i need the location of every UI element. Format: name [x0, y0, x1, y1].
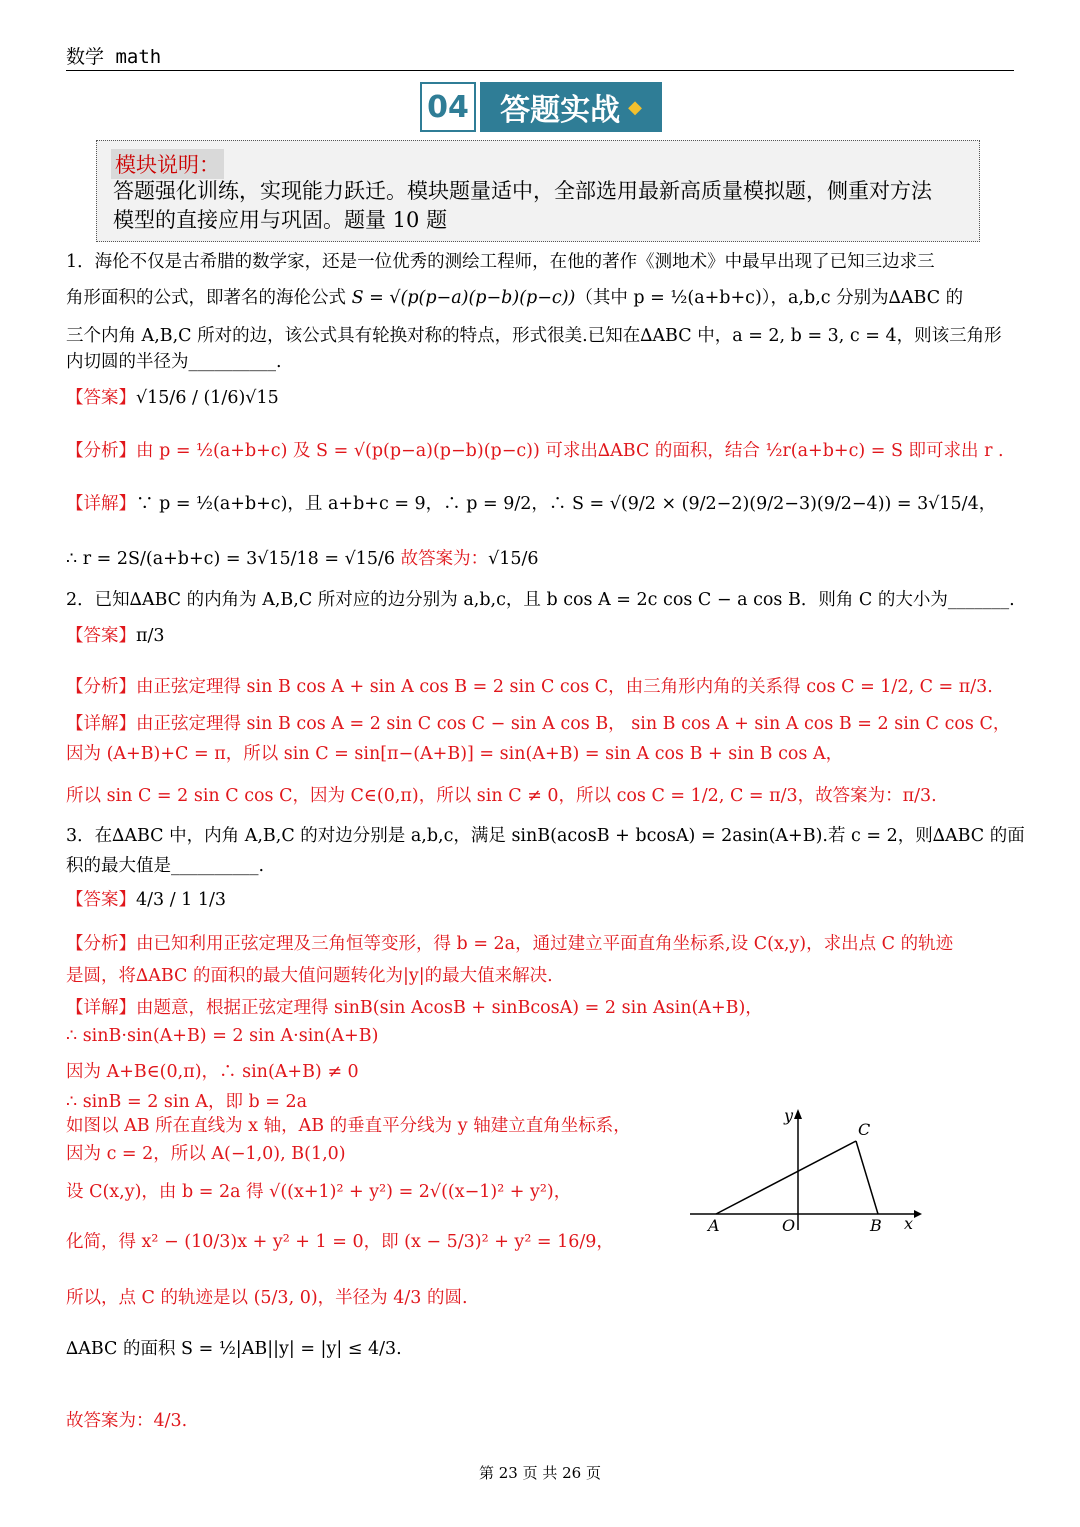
section-title: 答题实战 — [500, 93, 621, 128]
detail-tag: 【详解】 — [66, 494, 136, 514]
q2-analysis — [66, 673, 993, 698]
q1-answer — [66, 384, 279, 409]
y-axis-arrow — [794, 1109, 802, 1119]
q2-detail — [66, 710, 1010, 735]
x-axis-arrow — [914, 1210, 922, 1218]
detail-text: ∵ p = ½(a+b+c)，且 a+b+c = 9，∴ p = 9/2，∴ S = √(9/2 × (9/2−2)(9/2−3)(9/2−4)) = 3√15/4， — [136, 494, 997, 514]
q3-detail: 设 C(x,y)，由 b = 2a 得 √((x+1)² + y²) = 2√((x−1)² + y²)， — [66, 1182, 572, 1202]
page-footer: 第 23 页 共 26 页 — [478, 1464, 601, 1482]
analysis-tag: 【分析】 — [66, 441, 136, 461]
module-text-line: 答题强化训练，实现能力跃迁。模块题量适中，全部选用最新高质量模拟题，侧重对方法 — [113, 179, 932, 203]
y-axis-label: y — [784, 1106, 794, 1125]
q2-detail: 因为 (A+B)+C = π，所以 sin C = sin[π−(A+B)] = sin(A+B) = sin A cos B + sin B cos A， — [66, 744, 844, 764]
q1-detail — [66, 490, 996, 515]
q1-text: 角形面积的公式，即著名的海伦公式 — [66, 288, 352, 308]
section-title-box — [480, 82, 662, 132]
q3-analysis: 是圆，将∆ABC 的面积的最大值问题转化为|y|的最大值来解决. — [66, 966, 553, 986]
q1-line: 1．海伦不仅是古希腊的数学家，还是一位优秀的测绘工程师，在他的著作《测地术》中最早出现了已知三边求三 — [66, 252, 935, 272]
q1-line: 内切圆的半径为__________. — [66, 352, 282, 372]
detail-text: 故答案为： — [395, 549, 489, 569]
answer-tag: 【答案】 — [66, 626, 136, 646]
q2-line: 2．已知∆ABC 的内角为 A,B,C 所对应的边分别为 a,b,c，且 b cos A = 2c cos C − a cos B．则角 C 的大小为_______. — [66, 590, 1015, 610]
answer-tag: 【答案】 — [66, 388, 136, 408]
module-label: 模块说明： — [111, 149, 224, 179]
q1-line — [66, 284, 963, 309]
answer-tag: 【答案】 — [66, 890, 136, 910]
diamond-icon: ◆ — [628, 96, 642, 118]
point-c-label: C — [858, 1120, 871, 1139]
answer-value: √15/6 / (1/6)√15 — [136, 388, 279, 408]
q1-analysis — [66, 437, 1004, 462]
module-text — [113, 177, 965, 235]
q3-detail: ∆ABC 的面积 S = ½|AB||y| = |y| ≤ 4/3. — [66, 1339, 402, 1359]
detail-tag: 【详解】 — [66, 998, 136, 1018]
q3-detail: 所以，点 C 的轨迹是以 (5/3, 0)，半径为 4/3 的圆. — [66, 1288, 468, 1308]
q2-detail: 所以 sin C = 2 sin C cos C，因为 C∈(0,π)，所以 sin C ≠ 0，所以 cos C = 1/2, C = π/3，故答案为：π/3. — [66, 786, 937, 806]
point-o-label: O — [782, 1216, 796, 1235]
detail-tag: 【详解】 — [66, 714, 136, 734]
section-badge — [420, 82, 662, 132]
q3-analysis — [66, 930, 953, 955]
q3-detail: ∴ sinB·sin(A+B) = 2 sin A·sin(A+B) — [66, 1026, 379, 1046]
q3-detail: 如图以 AB 所在直线为 x 轴，AB 的垂直平分线为 y 轴建立直角坐标系， — [66, 1116, 631, 1136]
detail-text: 由题意，根据正弦定理得 sinB(sin AcosB + sinBcosA) = 2 sin Asin(A+B)， — [136, 998, 763, 1018]
q1-text: （其中 p = ½(a+b+c)），a,b,c 分别为∆ABC 的 — [575, 288, 964, 308]
analysis-tag: 【分析】 — [66, 677, 136, 697]
section-number: 04 — [420, 82, 476, 132]
answer-value: π/3 — [136, 626, 165, 646]
answer-value: 4/3 / 1 1/3 — [136, 890, 227, 910]
analysis-tag: 【分析】 — [66, 934, 136, 954]
x-axis-label: x — [904, 1214, 914, 1233]
analysis-text: 由 p = ½(a+b+c) 及 S = √(p(p−a)(p−b)(p−c)) 可求出∆ABC 的面积，结合 ½r(a+b+c) = S 即可求出 r . — [136, 441, 1004, 461]
header-rule — [66, 70, 1014, 71]
q2-answer — [66, 622, 165, 647]
q3-detail: 因为 c = 2，所以 A(−1,0), B(1,0) — [66, 1144, 346, 1164]
detail-text: √15/6 — [488, 549, 539, 569]
q3-answer — [66, 886, 226, 911]
module-text-line: 模型的直接应用与巩固。题量 10 题 — [113, 208, 448, 232]
point-a-label: A — [708, 1216, 720, 1235]
heron-formula: S = √(p(p−a)(p−b)(p−c)) — [351, 288, 576, 308]
q3-detail: 故答案为：4/3. — [66, 1411, 188, 1431]
point-b-label: B — [870, 1216, 882, 1235]
q3-detail: 化简，得 x² − (10/3)x + y² + 1 = 0，即 (x − 5/3)² + y² = 16/9， — [66, 1232, 614, 1252]
q1-detail — [66, 545, 539, 570]
detail-text: 由正弦定理得 sin B cos A = 2 sin C cos C − sin A cos B， sin B cos A + sin A cos B = 2 sin C cos C， — [136, 714, 1011, 734]
module-description-box — [96, 140, 980, 242]
coordinate-figure — [688, 1105, 928, 1235]
q3-line: 积的最大值是__________. — [66, 856, 265, 876]
q1-line: 三个内角 A,B,C 所对的边，该公式具有轮换对称的特点，形式很美.已知在∆ABC 中，a = 2, b = 3, c = 4，则该三角形 — [66, 326, 1002, 346]
q3-detail: ∴ sinB = 2 sin A，即 b = 2a — [66, 1092, 308, 1112]
segment-bc — [856, 1141, 878, 1214]
q3-detail: 因为 A+B∈(0,π)，∴ sin(A+B) ≠ 0 — [66, 1062, 359, 1082]
q3-detail — [66, 994, 763, 1019]
q3-line: 3．在∆ABC 中，内角 A,B,C 的对边分别是 a,b,c，满足 sinB(acosB + bcosA) = 2asin(A+B).若 c = 2，则∆ABC 的面 — [66, 826, 1025, 846]
segment-ac — [716, 1141, 856, 1214]
analysis-text: 由正弦定理得 sin B cos A + sin A cos B = 2 sin C cos C，由三角形内角的关系得 cos C = 1/2, C = π/3. — [136, 677, 993, 697]
analysis-text: 由已知利用正弦定理及三角恒等变形，得 b = 2a，通过建立平面直角坐标系,设 C(x,y)，求出点 C 的轨迹 — [136, 934, 954, 954]
detail-text: ∴ r = 2S/(a+b+c) = 3√15/18 = √15/6 — [66, 549, 396, 569]
page-header-title: 数学 math — [66, 46, 162, 68]
